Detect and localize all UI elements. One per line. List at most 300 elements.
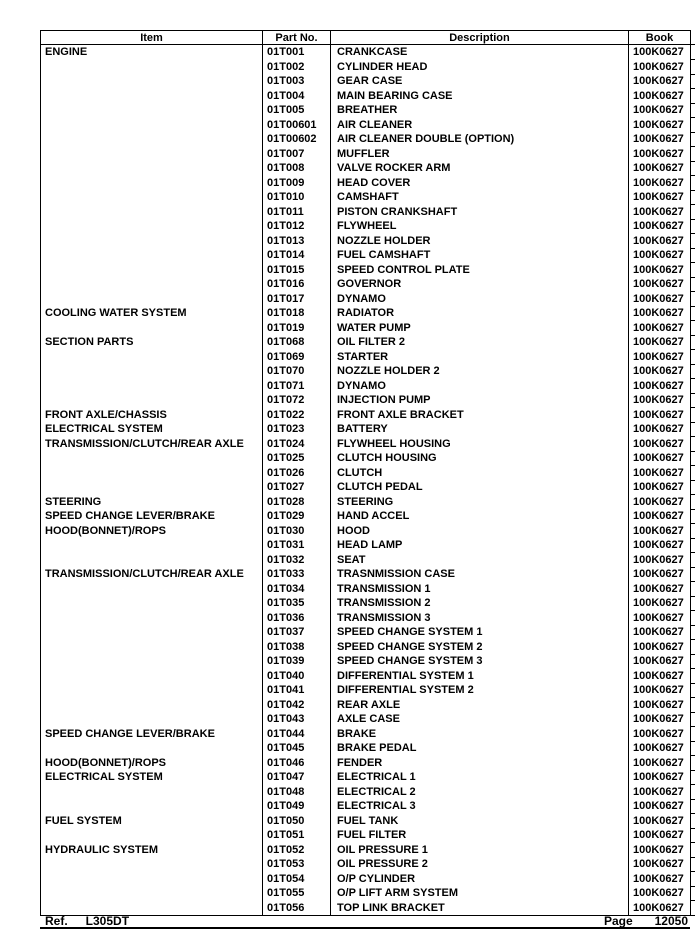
table-row: [41, 727, 695, 742]
description-cell: BRAKE: [331, 727, 629, 742]
table-row: [41, 364, 695, 379]
part-no-cell: 01T022: [263, 408, 331, 423]
part-no-cell: 01T007: [263, 147, 331, 162]
table-row: [41, 553, 695, 568]
book-cell: 100K0627: [629, 132, 691, 147]
description-cell: CLUTCH HOUSING: [331, 451, 629, 466]
part-no-cell: 01T013: [263, 234, 331, 249]
part-no-cell: 01T048: [263, 785, 331, 800]
description-cell: SPEED CHANGE SYSTEM 3: [331, 654, 629, 669]
item-cell: [41, 147, 263, 162]
table-row: [41, 857, 695, 872]
book-cell: 100K0627: [629, 698, 691, 713]
part-no-cell: 01T040: [263, 669, 331, 684]
part-no-cell: 01T027: [263, 480, 331, 495]
table-row: [41, 828, 695, 843]
part-no-cell: 01T00602: [263, 132, 331, 147]
description-cell: GEAR CASE: [331, 74, 629, 89]
col-header-book: Book: [629, 31, 691, 45]
item-cell: [41, 698, 263, 713]
description-cell: FRONT AXLE BRACKET: [331, 408, 629, 423]
description-cell: CLUTCH PEDAL: [331, 480, 629, 495]
description-cell: STEERING: [331, 495, 629, 510]
description-cell: DYNAMO: [331, 292, 629, 307]
table-row: [41, 132, 695, 147]
table-row: [41, 335, 695, 350]
description-cell: SPEED CHANGE SYSTEM 1: [331, 625, 629, 640]
table-row: [41, 321, 695, 336]
item-cell: [41, 292, 263, 307]
part-no-cell: 01T004: [263, 89, 331, 104]
description-cell: AIR CLEANER: [331, 118, 629, 133]
item-cell: [41, 553, 263, 568]
row-tick-mark: [691, 799, 695, 814]
part-no-cell: 01T034: [263, 582, 331, 597]
row-tick-mark: [691, 89, 695, 104]
description-cell: SEAT: [331, 553, 629, 568]
row-tick-mark: [691, 176, 695, 191]
row-tick-mark: [691, 103, 695, 118]
description-cell: HAND ACCEL: [331, 509, 629, 524]
part-no-cell: 01T002: [263, 60, 331, 75]
item-cell: [41, 712, 263, 727]
part-no-cell: 01T029: [263, 509, 331, 524]
description-cell: FLYWHEEL: [331, 219, 629, 234]
part-no-cell: 01T024: [263, 437, 331, 452]
item-cell: [41, 190, 263, 205]
description-cell: TRANSMISSION 2: [331, 596, 629, 611]
item-cell: [41, 625, 263, 640]
table-row: [41, 190, 695, 205]
row-tick-mark: [691, 625, 695, 640]
description-cell: DYNAMO: [331, 379, 629, 394]
item-cell: [41, 321, 263, 336]
description-cell: NOZZLE HOLDER 2: [331, 364, 629, 379]
table-row: [41, 466, 695, 481]
row-tick-mark: [691, 567, 695, 582]
book-cell: 100K0627: [629, 524, 691, 539]
description-cell: INJECTION PUMP: [331, 393, 629, 408]
table-row: [41, 451, 695, 466]
item-cell: [41, 205, 263, 220]
book-cell: 100K0627: [629, 89, 691, 104]
book-cell: 100K0627: [629, 727, 691, 742]
table-row: [41, 509, 695, 524]
row-tick-mark: [691, 756, 695, 771]
description-cell: FLYWHEEL HOUSING: [331, 437, 629, 452]
parts-table: [40, 30, 695, 916]
row-tick-mark: [691, 466, 695, 481]
book-cell: 100K0627: [629, 306, 691, 321]
description-cell: BRAKE PEDAL: [331, 741, 629, 756]
part-no-cell: 01T045: [263, 741, 331, 756]
part-no-cell: 01T023: [263, 422, 331, 437]
item-cell: [41, 103, 263, 118]
row-tick-mark: [691, 437, 695, 452]
book-cell: 100K0627: [629, 408, 691, 423]
row-tick-mark: [691, 335, 695, 350]
description-cell: MAIN BEARING CASE: [331, 89, 629, 104]
row-tick-mark: [691, 31, 695, 45]
item-cell: [41, 132, 263, 147]
description-cell: CAMSHAFT: [331, 190, 629, 205]
table-row: [41, 567, 695, 582]
book-cell: 100K0627: [629, 147, 691, 162]
table-row: [41, 379, 695, 394]
part-no-cell: 01T053: [263, 857, 331, 872]
item-cell: [41, 89, 263, 104]
book-cell: 100K0627: [629, 190, 691, 205]
item-cell: ELECTRICAL SYSTEM: [41, 770, 263, 785]
description-cell: VALVE ROCKER ARM: [331, 161, 629, 176]
book-cell: 100K0627: [629, 437, 691, 452]
row-tick-mark: [691, 654, 695, 669]
item-cell: [41, 219, 263, 234]
book-cell: 100K0627: [629, 103, 691, 118]
item-cell: [41, 176, 263, 191]
row-tick-mark: [691, 582, 695, 597]
book-cell: 100K0627: [629, 292, 691, 307]
part-no-cell: 01T008: [263, 161, 331, 176]
book-cell: 100K0627: [629, 596, 691, 611]
table-row: [41, 582, 695, 597]
row-tick-mark: [691, 60, 695, 75]
book-cell: 100K0627: [629, 756, 691, 771]
row-tick-mark: [691, 263, 695, 278]
table-row: [41, 45, 695, 60]
item-cell: HOOD(BONNET)/ROPS: [41, 756, 263, 771]
table-row: [41, 263, 695, 278]
item-cell: [41, 886, 263, 901]
part-no-cell: 01T056: [263, 901, 331, 916]
description-cell: ELECTRICAL 3: [331, 799, 629, 814]
book-cell: 100K0627: [629, 872, 691, 887]
description-cell: SPEED CHANGE SYSTEM 2: [331, 640, 629, 655]
part-no-cell: 01T035: [263, 596, 331, 611]
description-cell: OIL PRESSURE 1: [331, 843, 629, 858]
row-tick-mark: [691, 480, 695, 495]
row-tick-mark: [691, 219, 695, 234]
description-cell: HEAD LAMP: [331, 538, 629, 553]
part-no-cell: 01T033: [263, 567, 331, 582]
part-no-cell: 01T009: [263, 176, 331, 191]
item-cell: [41, 683, 263, 698]
item-cell: [41, 582, 263, 597]
item-cell: SPEED CHANGE LEVER/BRAKE: [41, 727, 263, 742]
part-no-cell: 01T016: [263, 277, 331, 292]
part-no-cell: 01T015: [263, 263, 331, 278]
item-cell: [41, 74, 263, 89]
col-header-description: Description: [331, 31, 629, 45]
row-tick-mark: [691, 683, 695, 698]
description-cell: HOOD: [331, 524, 629, 539]
row-tick-mark: [691, 785, 695, 800]
table-row: [41, 277, 695, 292]
book-cell: 100K0627: [629, 393, 691, 408]
row-tick-mark: [691, 727, 695, 742]
item-cell: [41, 263, 263, 278]
item-cell: [41, 538, 263, 553]
item-cell: [41, 872, 263, 887]
row-tick-mark: [691, 190, 695, 205]
table-row: [41, 799, 695, 814]
item-cell: TRANSMISSION/CLUTCH/REAR AXLE: [41, 567, 263, 582]
table-row: [41, 538, 695, 553]
table-row: [41, 393, 695, 408]
table-row: [41, 176, 695, 191]
row-tick-mark: [691, 712, 695, 727]
book-cell: 100K0627: [629, 582, 691, 597]
description-cell: AXLE CASE: [331, 712, 629, 727]
book-cell: 100K0627: [629, 770, 691, 785]
item-cell: STEERING: [41, 495, 263, 510]
table-row: [41, 770, 695, 785]
table-row: [41, 741, 695, 756]
description-cell: FUEL CAMSHAFT: [331, 248, 629, 263]
part-no-cell: 01T014: [263, 248, 331, 263]
part-no-cell: 01T043: [263, 712, 331, 727]
item-cell: [41, 611, 263, 626]
row-tick-mark: [691, 321, 695, 336]
col-header-part-no: Part No.: [263, 31, 331, 45]
part-no-cell: 01T041: [263, 683, 331, 698]
book-cell: 100K0627: [629, 799, 691, 814]
table-row: [41, 147, 695, 162]
item-cell: [41, 379, 263, 394]
part-no-cell: 01T047: [263, 770, 331, 785]
row-tick-mark: [691, 698, 695, 713]
book-cell: 100K0627: [629, 553, 691, 568]
book-cell: 100K0627: [629, 379, 691, 394]
book-cell: 100K0627: [629, 321, 691, 336]
table-row: [41, 408, 695, 423]
row-tick-mark: [691, 277, 695, 292]
row-tick-mark: [691, 886, 695, 901]
page-label: Page: [603, 913, 633, 928]
part-no-cell: 01T039: [263, 654, 331, 669]
item-cell: COOLING WATER SYSTEM: [41, 306, 263, 321]
description-cell: MUFFLER: [331, 147, 629, 162]
header-row: [41, 31, 695, 45]
part-no-cell: 01T019: [263, 321, 331, 336]
part-no-cell: 01T042: [263, 698, 331, 713]
description-cell: FUEL TANK: [331, 814, 629, 829]
row-tick-mark: [691, 451, 695, 466]
part-no-cell: 01T026: [263, 466, 331, 481]
row-tick-mark: [691, 770, 695, 785]
table-row: [41, 611, 695, 626]
table-row: [41, 640, 695, 655]
item-cell: [41, 364, 263, 379]
row-tick-mark: [691, 828, 695, 843]
row-tick-mark: [691, 640, 695, 655]
book-cell: 100K0627: [629, 176, 691, 191]
description-cell: PISTON CRANKSHAFT: [331, 205, 629, 220]
item-cell: [41, 277, 263, 292]
item-cell: [41, 350, 263, 365]
item-cell: [41, 741, 263, 756]
item-cell: [41, 596, 263, 611]
part-no-cell: 01T018: [263, 306, 331, 321]
row-tick-mark: [691, 524, 695, 539]
part-no-cell: 01T012: [263, 219, 331, 234]
item-cell: TRANSMISSION/CLUTCH/REAR AXLE: [41, 437, 263, 452]
item-cell: [41, 669, 263, 684]
part-no-cell: 01T071: [263, 379, 331, 394]
item-cell: SECTION PARTS: [41, 335, 263, 350]
description-cell: REAR AXLE: [331, 698, 629, 713]
part-no-cell: 01T003: [263, 74, 331, 89]
description-cell: CYLINDER HEAD: [331, 60, 629, 75]
book-cell: 100K0627: [629, 901, 691, 916]
part-no-cell: 01T036: [263, 611, 331, 626]
table-row: [41, 712, 695, 727]
table-row: [41, 756, 695, 771]
table-row: [41, 60, 695, 75]
book-cell: 100K0627: [629, 683, 691, 698]
table-row: [41, 814, 695, 829]
item-cell: [41, 248, 263, 263]
item-cell: SPEED CHANGE LEVER/BRAKE: [41, 509, 263, 524]
part-no-cell: 01T044: [263, 727, 331, 742]
table-row: [41, 872, 695, 887]
book-cell: 100K0627: [629, 509, 691, 524]
item-cell: [41, 161, 263, 176]
item-cell: [41, 60, 263, 75]
part-no-cell: 01T069: [263, 350, 331, 365]
part-no-cell: 01T031: [263, 538, 331, 553]
row-tick-mark: [691, 248, 695, 263]
col-header-item: Item: [41, 31, 263, 45]
table-row: [41, 234, 695, 249]
description-cell: RADIATOR: [331, 306, 629, 321]
row-tick-mark: [691, 393, 695, 408]
book-cell: 100K0627: [629, 828, 691, 843]
row-tick-mark: [691, 553, 695, 568]
description-cell: WATER PUMP: [331, 321, 629, 336]
row-tick-mark: [691, 669, 695, 684]
item-cell: ELECTRICAL SYSTEM: [41, 422, 263, 437]
row-tick-mark: [691, 147, 695, 162]
item-cell: [41, 393, 263, 408]
item-cell: FUEL SYSTEM: [41, 814, 263, 829]
description-cell: TRANSMISSION 1: [331, 582, 629, 597]
description-cell: GOVERNOR: [331, 277, 629, 292]
footer-page: [604, 914, 690, 928]
ref-label: Ref.: [45, 913, 68, 928]
part-no-cell: 01T025: [263, 451, 331, 466]
book-cell: 100K0627: [629, 451, 691, 466]
book-cell: 100K0627: [629, 538, 691, 553]
table-row: [41, 437, 695, 452]
row-tick-mark: [691, 350, 695, 365]
item-cell: [41, 118, 263, 133]
row-tick-mark: [691, 132, 695, 147]
table-row: [41, 480, 695, 495]
item-cell: [41, 799, 263, 814]
book-cell: 100K0627: [629, 234, 691, 249]
item-cell: [41, 857, 263, 872]
row-tick-mark: [691, 857, 695, 872]
row-tick-mark: [691, 306, 695, 321]
item-cell: [41, 828, 263, 843]
table-row: [41, 495, 695, 510]
part-no-cell: 01T017: [263, 292, 331, 307]
item-cell: HOOD(BONNET)/ROPS: [41, 524, 263, 539]
description-cell: FENDER: [331, 756, 629, 771]
description-cell: TRANSMISSION 3: [331, 611, 629, 626]
row-tick-mark: [691, 814, 695, 829]
book-cell: 100K0627: [629, 669, 691, 684]
row-tick-mark: [691, 495, 695, 510]
description-cell: FUEL FILTER: [331, 828, 629, 843]
part-no-cell: 01T051: [263, 828, 331, 843]
table-row: [41, 698, 695, 713]
book-cell: 100K0627: [629, 567, 691, 582]
row-tick-mark: [691, 408, 695, 423]
table-row: [41, 350, 695, 365]
description-cell: BATTERY: [331, 422, 629, 437]
table-row: [41, 654, 695, 669]
book-cell: 100K0627: [629, 712, 691, 727]
table-row: [41, 118, 695, 133]
description-cell: DIFFERENTIAL SYSTEM 2: [331, 683, 629, 698]
description-cell: O/P LIFT ARM SYSTEM: [331, 886, 629, 901]
row-tick-mark: [691, 596, 695, 611]
item-cell: [41, 480, 263, 495]
row-tick-mark: [691, 422, 695, 437]
ref-value: L305DT: [85, 913, 130, 928]
part-no-cell: 01T070: [263, 364, 331, 379]
part-no-cell: 01T068: [263, 335, 331, 350]
part-no-cell: 01T072: [263, 393, 331, 408]
row-tick-mark: [691, 538, 695, 553]
description-cell: TOP LINK BRACKET: [331, 901, 629, 916]
book-cell: 100K0627: [629, 654, 691, 669]
description-cell: DIFFERENTIAL SYSTEM 1: [331, 669, 629, 684]
part-no-cell: 01T00601: [263, 118, 331, 133]
part-no-cell: 01T011: [263, 205, 331, 220]
table-row: [41, 292, 695, 307]
description-cell: CLUTCH: [331, 466, 629, 481]
part-no-cell: 01T005: [263, 103, 331, 118]
part-no-cell: 01T052: [263, 843, 331, 858]
item-cell: [41, 466, 263, 481]
item-cell: [41, 640, 263, 655]
item-cell: [41, 451, 263, 466]
book-cell: 100K0627: [629, 277, 691, 292]
item-cell: HYDRAULIC SYSTEM: [41, 843, 263, 858]
table-row: [41, 524, 695, 539]
part-no-cell: 01T010: [263, 190, 331, 205]
book-cell: 100K0627: [629, 625, 691, 640]
book-cell: 100K0627: [629, 335, 691, 350]
row-tick-mark: [691, 611, 695, 626]
book-cell: 100K0627: [629, 161, 691, 176]
table-row: [41, 422, 695, 437]
book-cell: 100K0627: [629, 640, 691, 655]
description-cell: O/P CYLINDER: [331, 872, 629, 887]
description-cell: STARTER: [331, 350, 629, 365]
description-cell: ELECTRICAL 1: [331, 770, 629, 785]
book-cell: 100K0627: [629, 205, 691, 220]
page-number: 12050: [654, 913, 688, 928]
description-cell: OIL FILTER 2: [331, 335, 629, 350]
row-tick-mark: [691, 205, 695, 220]
table-row: [41, 103, 695, 118]
book-cell: 100K0627: [629, 495, 691, 510]
item-cell: ENGINE: [41, 45, 263, 60]
